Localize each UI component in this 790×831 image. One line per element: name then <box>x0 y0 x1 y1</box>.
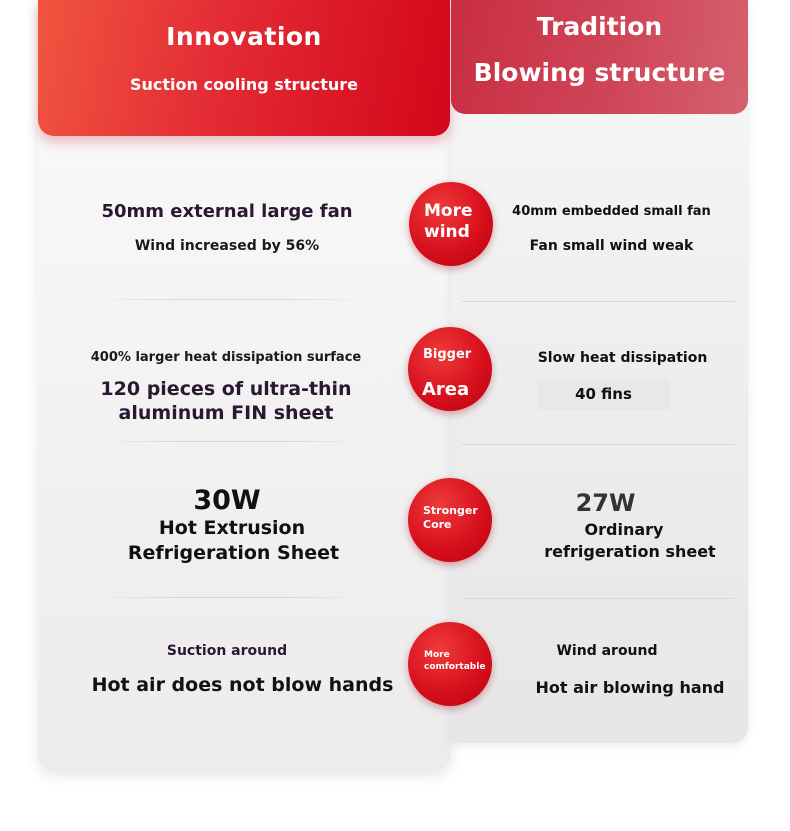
badge-bigger-area <box>408 327 492 411</box>
row4-right-sub: Wind around <box>556 643 658 659</box>
row3-right-main-2: refrigeration sheet <box>544 542 716 561</box>
divider <box>462 444 735 445</box>
badge-line-2: comfortable <box>424 662 486 672</box>
badge-line-2: Core <box>423 518 452 531</box>
innovation-title: Innovation <box>166 22 322 51</box>
badge-line-2: wind <box>424 222 470 242</box>
row2-right-sub: 40 fins <box>575 385 632 403</box>
row1-right-main: 40mm embedded small fan <box>512 204 711 219</box>
row4-right-main: Hot air blowing hand <box>535 678 725 697</box>
badge-stronger-core <box>408 478 492 562</box>
tradition-subtitle: Blowing structure <box>473 58 726 87</box>
divider <box>462 598 735 599</box>
row1-left-main: 50mm external large fan <box>101 201 353 222</box>
innovation-header <box>38 0 450 136</box>
badge-more-comfortable <box>408 622 492 706</box>
row2-left-sub: 400% larger heat dissipation surface <box>90 350 362 365</box>
row4-left-main: Hot air does not blow hands <box>91 674 394 696</box>
badge-line-2: Area <box>422 379 470 400</box>
divider <box>96 299 366 300</box>
badge-line-1: Stronger <box>423 504 478 517</box>
innovation-subtitle: Suction cooling structure <box>129 75 359 94</box>
row2-left-main-2: aluminum FIN sheet <box>118 402 334 424</box>
badge-line-1: More <box>424 201 473 221</box>
row3-left-main-1: Hot Extrusion <box>158 517 306 539</box>
tradition-header <box>451 0 748 114</box>
row3-left-value: 30W <box>193 485 261 516</box>
divider <box>96 597 366 598</box>
badge-line-1: More <box>424 650 450 660</box>
row3-left-main-2: Refrigeration Sheet <box>127 542 340 564</box>
row1-left-sub: Wind increased by 56% <box>134 238 320 254</box>
row3-right-value: 27W <box>575 489 636 517</box>
row1-right-sub: Fan small wind weak <box>529 238 694 254</box>
badge-line-1: Bigger <box>423 347 472 362</box>
divider <box>96 441 366 442</box>
row2-right-main: Slow heat dissipation <box>537 350 708 366</box>
row3-right-main-1: Ordinary <box>584 520 664 539</box>
badge-more-wind <box>409 182 493 266</box>
tradition-title: Tradition <box>536 12 663 41</box>
row4-left-sub: Suction around <box>166 643 288 659</box>
row2-left-main-1: 120 pieces of ultra-thin <box>100 378 352 400</box>
divider <box>462 301 735 302</box>
